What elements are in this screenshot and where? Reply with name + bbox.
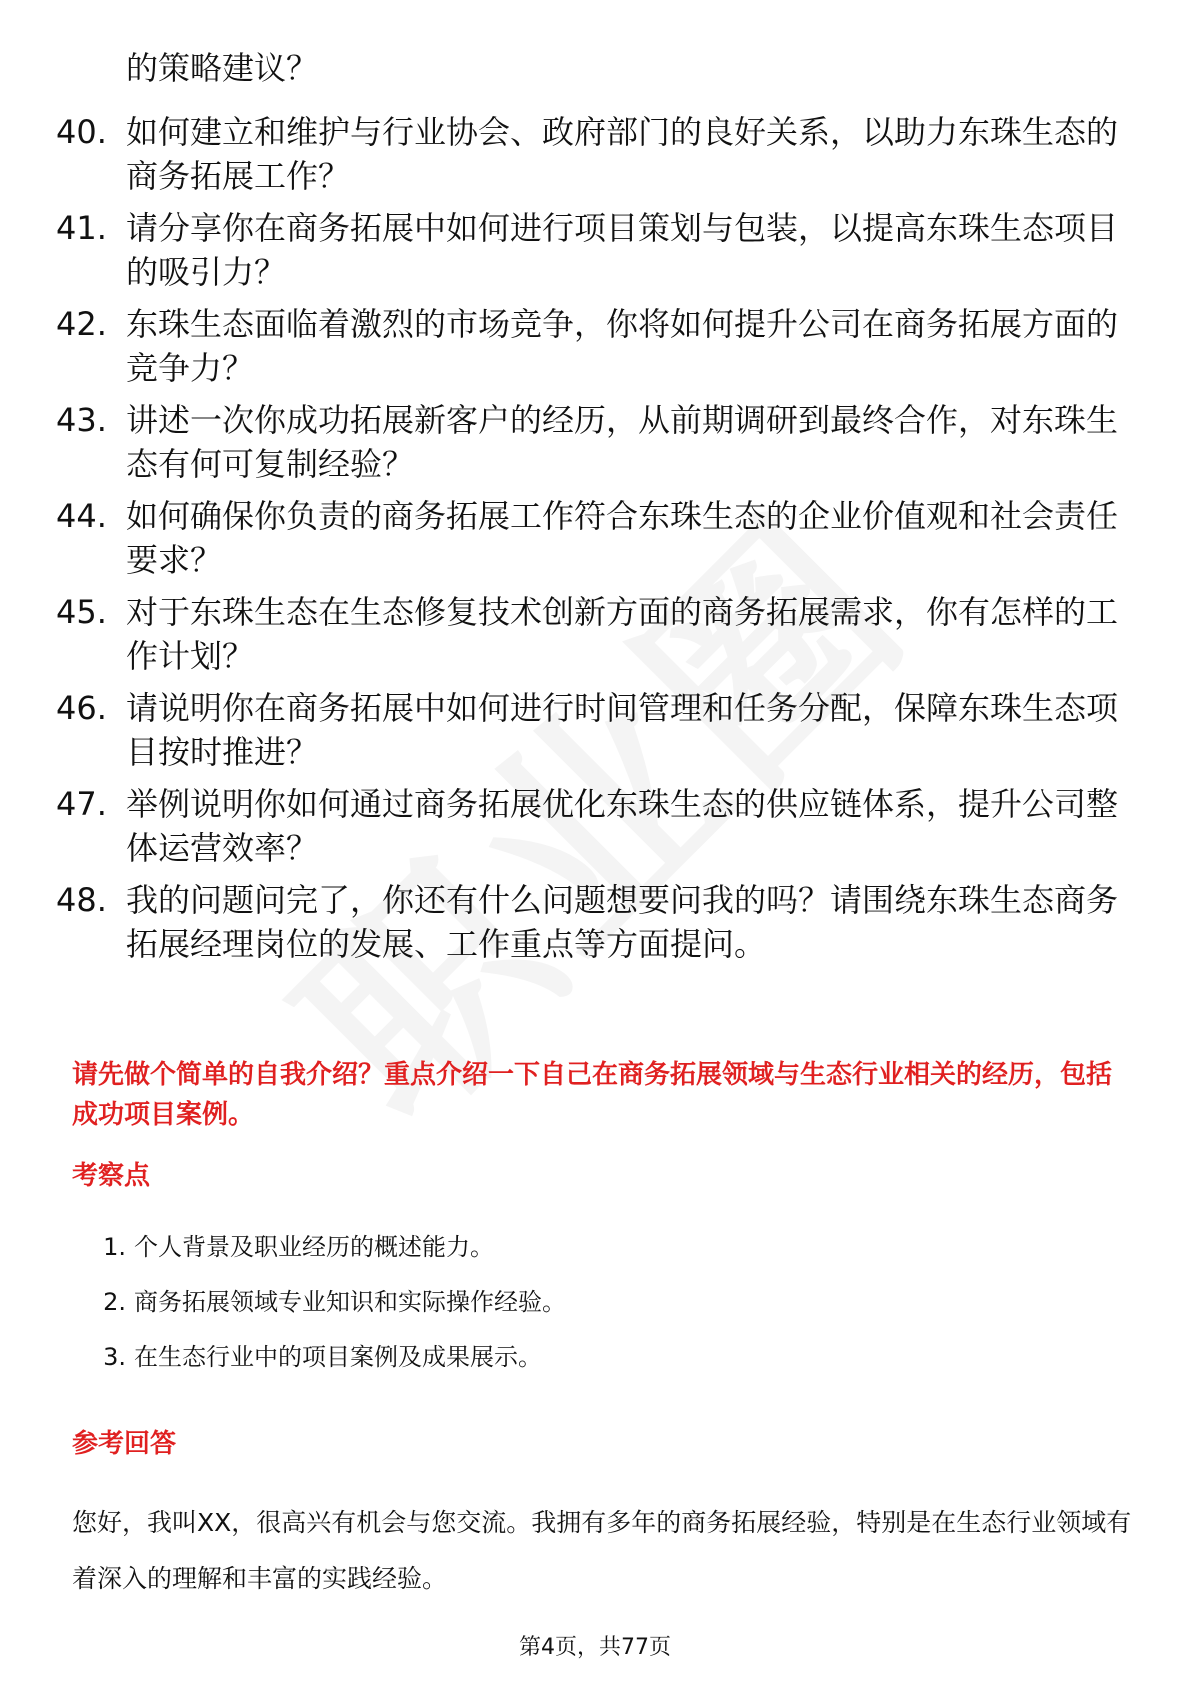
point-text: 在生态行业中的项目案例及成果展示。 [134,1343,542,1371]
list-item [56,686,1126,774]
reference-answer: 您好，我叫XX，很高兴有机会与您交流。我拥有多年的商务拓展经验，特别是在生态行业领域有着深入的理解和丰富的实践经验。 [72,1508,1132,1593]
list-item [56,878,1126,966]
list-item [56,206,1126,294]
point-text: 商务拓展领域专业知识和实际操作经验。 [134,1288,566,1316]
question-text: 讲述一次你成功拓展新客户的经历，从前期调研到最终合作，对东珠生态有何可复制经验？ [126,401,1119,483]
list-item [56,782,1126,870]
list-item [72,1230,1122,1264]
featured-question: 请先做个简单的自我介绍？重点介绍一下自己在商务拓展领域与生态行业相关的经历，包括成功项目案例。 [72,1060,1113,1130]
question-text: 我的问题问完了，你还有什么问题想要问我的吗？请围绕东珠生态商务拓展经理岗位的发展、工作重点等方面提问。 [126,881,1119,963]
question-text: 请分享你在商务拓展中如何进行项目策划与包装，以提高东珠生态项目的吸引力？ [126,209,1119,291]
continued-text: 的策略建议？ [126,49,319,87]
point-text: 个人背景及职业经历的概述能力。 [134,1233,494,1261]
question-number: 48. [56,881,107,919]
question-number: 44. [56,497,107,535]
list-item [56,398,1126,486]
question-text: 对于东珠生态在生态修复技术创新方面的商务拓展需求，你有怎样的工作计划？ [126,593,1119,675]
question-text: 如何确保你负责的商务拓展工作符合东珠生态的企业价值观和社会责任要求？ [126,497,1119,579]
list-item [56,494,1126,582]
question-number: 47. [56,785,107,823]
question-list [56,110,1126,974]
question-number: 40. [56,113,107,151]
question-number: 41. [56,209,107,247]
question-number: 43. [56,401,107,439]
point-number: 2. [103,1288,126,1316]
list-item [56,590,1126,678]
question-text: 请说明你在商务拓展中如何进行时间管理和任务分配，保障东珠生态项目按时推进？ [126,689,1119,771]
question-number: 42. [56,305,107,343]
question-text: 如何建立和维护与行业协会、政府部门的良好关系，以助力东珠生态的商务拓展工作？ [126,113,1119,195]
question-number: 45. [56,593,107,631]
question-text: 东珠生态面临着激烈的市场竞争，你将如何提升公司在商务拓展方面的竞争力？ [126,305,1119,387]
assessment-heading: 考察点 [72,1161,151,1191]
question-number: 46. [56,689,107,727]
list-item [56,110,1126,198]
reference-heading: 参考回答 [72,1429,177,1459]
page-footer: 第4页，共77页 [519,1635,671,1660]
assessment-points [72,1230,1122,1395]
list-item [72,1340,1122,1374]
question-text: 举例说明你如何通过商务拓展优化东珠生态的供应链体系，提升公司整体运营效率？ [126,785,1119,867]
list-item [72,1285,1122,1319]
point-number: 1. [103,1233,126,1261]
list-item [56,302,1126,390]
point-number: 3. [103,1343,126,1371]
